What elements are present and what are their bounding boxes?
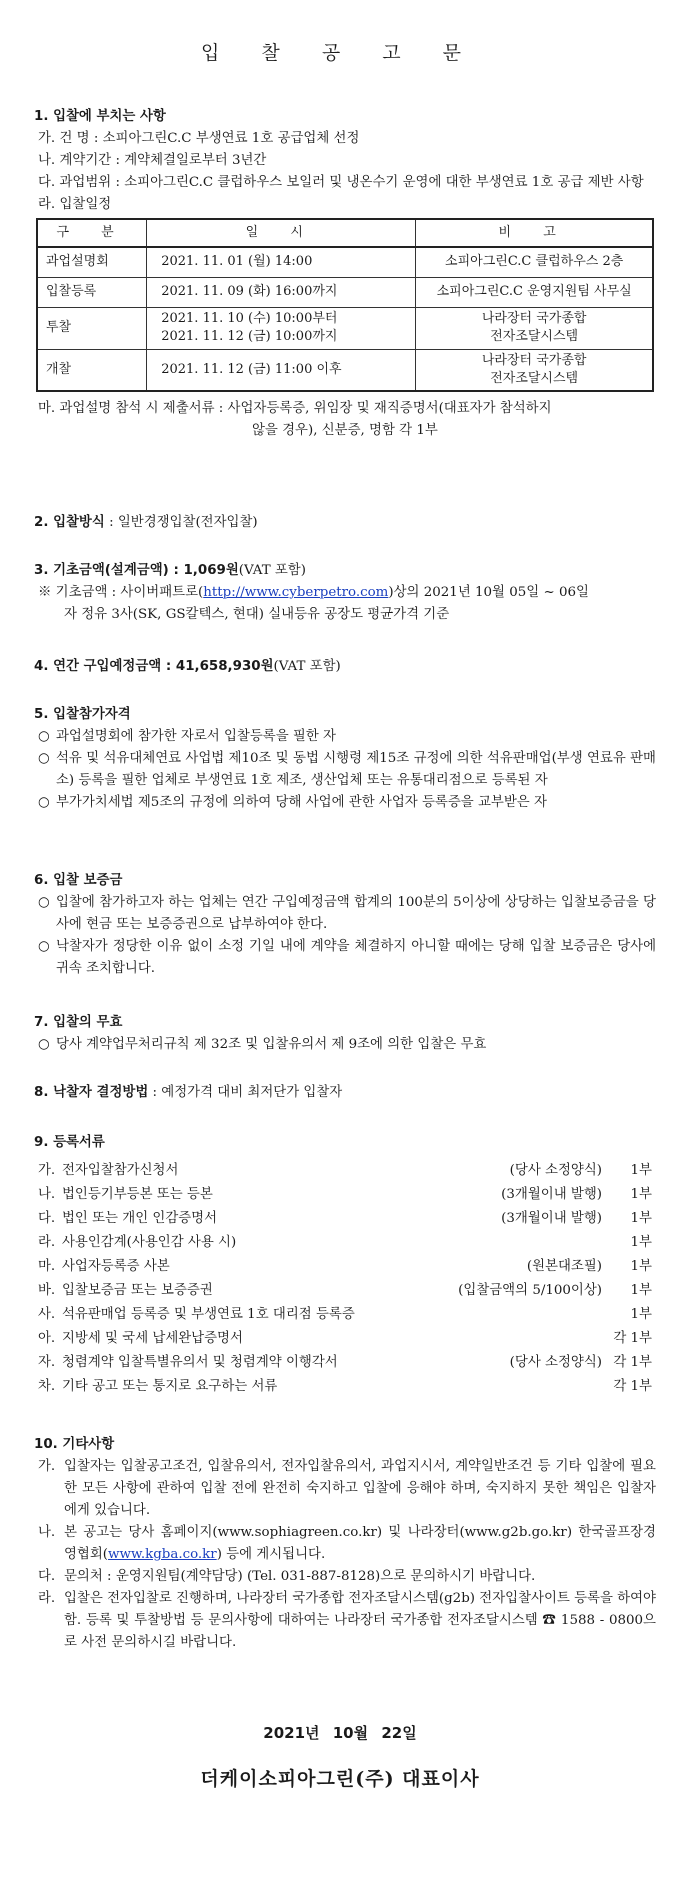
row-label: 과업설명회	[37, 247, 147, 277]
doc-count: 1부	[630, 1187, 652, 1202]
row-date-line: 2021. 11. 12 (금) 10:00까지	[161, 329, 338, 344]
row-note: 소피아그린C.C 클럽하우스 2층	[416, 247, 653, 277]
list-item	[34, 792, 656, 814]
doc-note: (당사 소정양식)	[509, 1355, 602, 1370]
table-header: 구 분	[37, 219, 147, 247]
circle-bullet-icon: ○	[38, 895, 50, 910]
s1-item-key: 다. 과업범위	[38, 175, 112, 190]
doc-note: (3개월이내 발행)	[501, 1187, 602, 1202]
list-item	[34, 1352, 656, 1376]
list-item-text: 낙찰자가 정당한 이유 없이 소정 기일 내에 계약을 체결하지 아니할 때에는 당해 입찰 보증금은 당사에 귀속 조치합니다.	[56, 939, 656, 976]
s1-item-value: 소피아그린C.C 클럽하우스 보일러 및 냉온수기 운영에 대한 부생연료 1호 공급 제반 사항	[124, 175, 644, 190]
circle-bullet-icon: ○	[38, 751, 50, 766]
list-item	[34, 726, 656, 748]
list-item-text: ) 등에 게시됩니다.	[216, 1547, 326, 1562]
list-item	[34, 1160, 656, 1184]
section-2-heading: 2. 입찰방식	[34, 515, 105, 530]
section-4-heading: 4. 연간 구입예정금액 : 41,658,930원	[34, 659, 274, 674]
doc-note	[452, 1328, 602, 1352]
s3-note	[34, 582, 656, 604]
s3-note-b: )상의 2021년 10월 05일 ~ 06일	[388, 585, 589, 600]
section-8-value: : 예정가격 대비 최저단가 입찰자	[148, 1085, 343, 1100]
table-row	[37, 247, 653, 277]
doc-name: 입찰보증금 또는 보증증권	[62, 1283, 213, 1298]
doc-note: (원본대조필)	[526, 1259, 602, 1274]
list-item	[34, 1034, 656, 1056]
section-2	[34, 512, 656, 534]
table-header: 일 시	[147, 219, 416, 247]
doc-index: 아.	[38, 1331, 56, 1346]
item-index: 가.	[38, 1459, 56, 1474]
list-item	[34, 936, 656, 980]
s1-item: 나. 계약기간 : 계약체결일로부터 3년간	[38, 153, 267, 168]
doc-index: 차.	[38, 1379, 56, 1394]
row-label: 개찰	[37, 349, 147, 391]
list-item	[34, 1304, 656, 1328]
doc-note	[452, 1232, 602, 1256]
s1-item: 가. 건 명 : 소피아그린C.C 부생연료 1호 공급업체 선정	[38, 131, 360, 146]
list-item	[34, 1280, 656, 1304]
list-item	[34, 1566, 656, 1588]
circle-bullet-icon: ○	[38, 1037, 50, 1052]
list-item	[34, 1328, 656, 1352]
s1-item-key: 가. 건 명	[38, 131, 90, 146]
section-7-heading: 7. 입찰의 무효	[34, 1015, 123, 1030]
s1-item-key: 나. 계약기간	[38, 153, 112, 168]
table-row	[37, 307, 653, 349]
doc-name: 전자입찰참가신청서	[62, 1163, 179, 1178]
s1-item-key: 라. 입찰일정	[38, 197, 112, 212]
section-1	[34, 106, 656, 442]
list-item-text: 입찰자는 입찰공고조건, 입찰유의서, 전자입찰유의서, 과업지시서, 계약일반조건 등 기타 입찰에 필요한 모든 사항에 관하여 입찰 전에 완전히 숙지하고 입찰에 응해야 하며, 숙지하지 못한 책임은 입찰자에게 있습니다.	[64, 1459, 656, 1518]
section-3-suffix: (VAT 포함)	[238, 563, 306, 578]
issuer-name: 더케이소피아그린(주) 대표이사	[200, 1768, 480, 1790]
doc-note	[452, 1304, 602, 1328]
doc-name: 법인등기부등본 또는 등본	[62, 1187, 213, 1202]
doc-index: 사.	[38, 1307, 56, 1322]
doc-count: 각 1부	[613, 1355, 652, 1370]
list-item	[34, 1588, 656, 1654]
list-item	[34, 892, 656, 936]
s1-ma: 마. 과업설명 참석 시 제출서류 : 사업자등록증, 위임장 및 재직증명서(대표자가 참석하지	[38, 401, 552, 416]
row-note-line: 나라장터 국가종합	[481, 311, 587, 326]
section-9-heading: 9. 등록서류	[34, 1135, 105, 1150]
row-note: 소피아그린C.C 운영지원팀 사무실	[416, 277, 653, 307]
doc-count: 각 1부	[613, 1331, 652, 1346]
section-10	[34, 1434, 656, 1654]
doc-note: (3개월이내 발행)	[501, 1211, 602, 1226]
section-2-value: : 일반경쟁입찰(전자입찰)	[104, 515, 258, 530]
item-index: 라.	[38, 1591, 56, 1606]
s1-ma-cont: 않을 경우), 신분증, 명함 각 1부	[252, 423, 438, 438]
doc-index: 자.	[38, 1355, 56, 1370]
doc-index: 라.	[38, 1235, 56, 1250]
doc-count: 1부	[630, 1259, 652, 1274]
circle-bullet-icon: ○	[38, 729, 50, 744]
doc-name: 법인 또는 개인 인감증명서	[62, 1211, 218, 1226]
list-item-text: 입찰에 참가하고자 하는 업체는 연간 구입예정금액 합계의 100분의 5이상에 상당하는 입찰보증금을 당사에 현금 또는 보증증권으로 납부하여야 한다.	[56, 895, 656, 932]
list-item-text: 문의처 : 운영지원팀(계약담당) (Tel. 031-887-8128)으로 문의하시기 바랍니다.	[64, 1569, 536, 1584]
doc-name: 석유판매업 등록증 및 부생연료 1호 대리점 등록증	[62, 1307, 355, 1322]
doc-note: (당사 소정양식)	[509, 1163, 602, 1178]
list-item-text: 석유 및 석유대체연료 사업법 제10조 및 동법 시행령 제15조 규정에 의한 석유판매업(부생 연료유 판매소) 등록을 필한 업체로 부생연료 1호 제조, 생산업체 또는 유통대리점으로 등록된 자	[56, 751, 656, 788]
list-item-text: 입찰은 전자입찰로 진행하며, 나라장터 국가종합 전자조달시스템(g2b) 전자입찰사이트 등록을 하여야 함. 등록 및 투찰방법 등 문의사항에 대하여는 나라장터 국가종합 전자조달시스템 ☎ 1588 - 0800으로 사전 문의하시길 바랍니다.	[64, 1591, 656, 1650]
row-note-line: 전자조달시스템	[490, 370, 579, 386]
row-date	[147, 307, 416, 349]
list-item	[34, 748, 656, 792]
s3-note-a: ※ 기초금액 : 사이버패트로(	[38, 585, 204, 600]
section-3-heading: 3. 기초금액(설계금액) : 1,069원	[34, 563, 239, 578]
list-item	[34, 1208, 656, 1232]
doc-index: 가.	[38, 1163, 56, 1178]
list-item	[34, 1456, 656, 1522]
cyberpetro-link[interactable]: http://www.cyberpetro.com	[203, 585, 389, 600]
s1-item-value: 계약체결일로부터 3년간	[124, 153, 267, 168]
section-1-heading: 1. 입찰에 부치는 사항	[34, 109, 166, 124]
section-5	[34, 704, 656, 814]
section-9	[34, 1132, 656, 1400]
doc-count: 1부	[630, 1211, 652, 1226]
section-3	[34, 560, 656, 626]
doc-note	[452, 1376, 602, 1400]
doc-name: 기타 공고 또는 통지로 요구하는 서류	[62, 1379, 278, 1394]
row-note-line: 전자조달시스템	[490, 329, 579, 344]
list-item	[34, 1256, 656, 1280]
list-item	[34, 1232, 656, 1256]
notice-date: 2021년 10월 22일	[263, 1724, 417, 1742]
s1-item: 다. 과업범위 : 소피아그린C.C 클럽하우스 보일러 및 냉온수기 운영에 대한 부생연료 1호 공급 제반 사항	[34, 172, 656, 194]
s1-item-value: 소피아그린C.C 부생연료 1호 공급업체 선정	[102, 131, 360, 146]
row-label: 투찰	[37, 307, 147, 349]
doc-count: 1부	[630, 1163, 652, 1178]
list-item-text: 부가가치세법 제5조의 규정에 의하여 당해 사업에 관한 사업자 등록증을 교부받은 자	[56, 795, 547, 810]
section-6-heading: 6. 입찰 보증금	[34, 873, 123, 888]
kgba-link[interactable]: www.kgba.co.kr	[108, 1547, 217, 1562]
list-item-text: 당사 계약업무처리규칙 제 32조 및 입찰유의서 제 9조에 의한 입찰은 무효	[56, 1037, 487, 1052]
row-label: 입찰등록	[37, 277, 147, 307]
doc-index: 다.	[38, 1211, 56, 1226]
item-index: 다.	[38, 1569, 56, 1584]
doc-count: 1부	[630, 1283, 652, 1298]
list-item-text: 과업설명회에 참가한 자로서 입찰등록을 필한 자	[56, 729, 336, 744]
circle-bullet-icon: ○	[38, 939, 50, 954]
schedule-table	[36, 218, 654, 392]
doc-note: (입찰금액의 5/100이상)	[458, 1283, 602, 1298]
list-item-text: 본 공고는 당사 홈페이지(www.sophiagreen.co.kr) 및 나라장터(www.g2b.go.kr) 한국골프장경영협회(	[64, 1525, 656, 1562]
row-date: 2021. 11. 12 (금) 11:00 이후	[147, 349, 416, 391]
doc-index: 마.	[38, 1259, 56, 1274]
row-date: 2021. 11. 09 (화) 16:00까지	[147, 277, 416, 307]
doc-name: 청렴계약 입찰특별유의서 및 청렴계약 이행각서	[62, 1355, 338, 1370]
section-8	[34, 1082, 656, 1104]
list-item	[34, 1376, 656, 1400]
list-item	[34, 1184, 656, 1208]
doc-index: 바.	[38, 1283, 56, 1298]
doc-count: 1부	[630, 1307, 652, 1322]
section-5-heading: 5. 입찰참가자격	[34, 707, 131, 722]
doc-name: 지방세 및 국세 납세완납증명서	[62, 1331, 243, 1346]
table-row	[37, 277, 653, 307]
s3-note-cont: 자 정유 3사(SK, GS칼텍스, 현대) 실내등유 공장도 평균가격 기준	[64, 607, 450, 622]
doc-index: 나.	[38, 1187, 56, 1202]
circle-bullet-icon: ○	[38, 795, 50, 810]
section-6	[34, 870, 656, 980]
list-item	[34, 1522, 656, 1566]
doc-count: 1부	[630, 1235, 652, 1250]
item-index: 나.	[38, 1525, 56, 1540]
row-note	[416, 349, 653, 391]
row-date-line: 2021. 11. 10 (수) 10:00부터	[161, 311, 338, 326]
row-note	[416, 307, 653, 349]
doc-name: 사용인감계(사용인감 사용 시)	[62, 1235, 237, 1250]
section-8-heading: 8. 낙찰자 결정방법	[34, 1085, 149, 1100]
doc-count: 각 1부	[613, 1379, 652, 1394]
row-note-line: 나라장터 국가종합	[481, 352, 587, 368]
table-row	[37, 349, 653, 391]
table-header: 비 고	[416, 219, 653, 247]
section-7	[34, 1012, 656, 1056]
section-4-suffix: (VAT 포함)	[273, 659, 341, 674]
section-4	[34, 656, 656, 678]
row-date: 2021. 11. 01 (월) 14:00	[147, 247, 416, 277]
s1-item	[34, 194, 656, 216]
page-title: 입 찰 공 고 문	[201, 42, 479, 64]
doc-name: 사업자등록증 사본	[62, 1259, 170, 1274]
section-10-heading: 10. 기타사항	[34, 1437, 115, 1452]
